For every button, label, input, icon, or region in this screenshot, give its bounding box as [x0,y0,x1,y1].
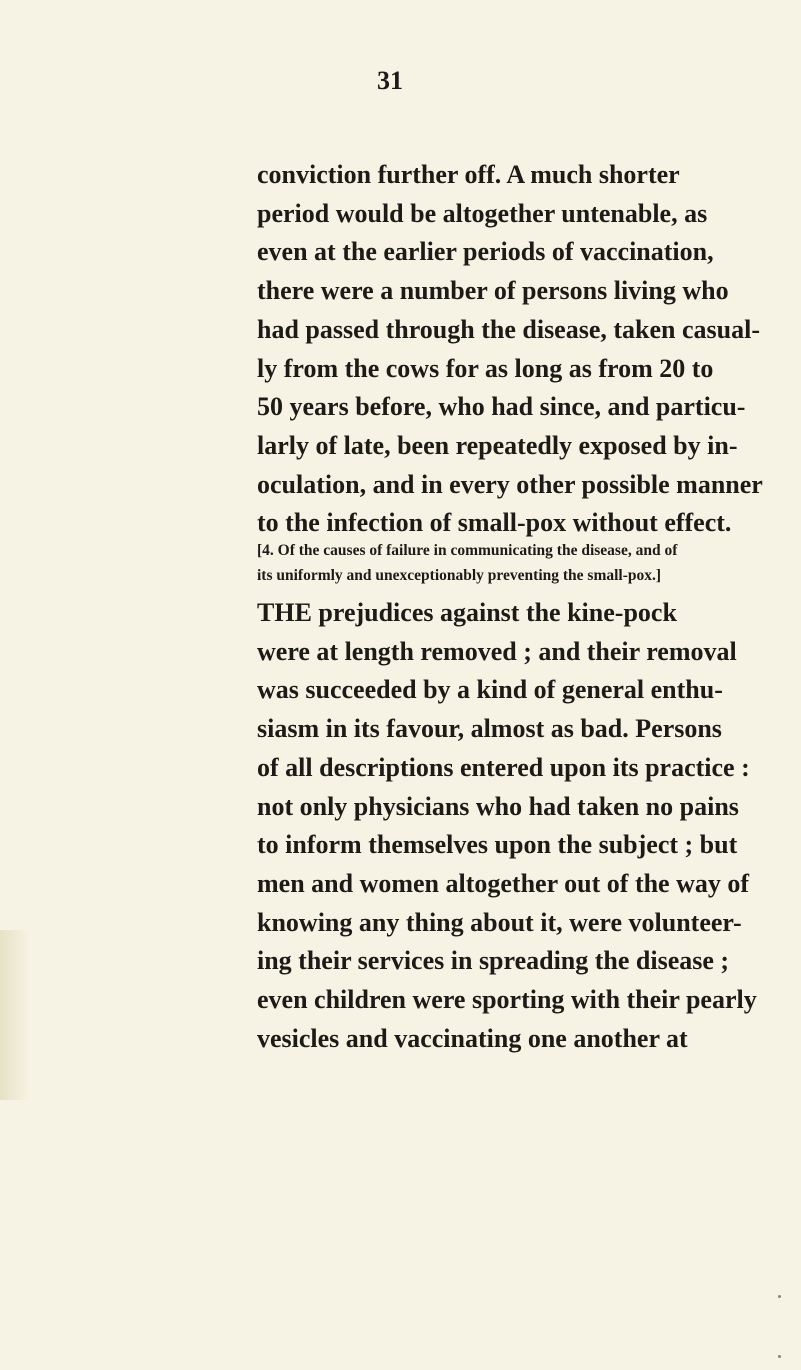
heading-line: [4. Of the causes of failure in communicating the disease, and of [257,542,678,559]
page-stain [0,930,30,1100]
text-line: even children were sporting with their pearly [257,985,757,1015]
text-line: ly from the cows for as long as from 20 to [257,353,714,383]
text-line: of all descriptions entered upon its practice : [257,752,750,782]
text-line: to inform themselves upon the subject ; but [257,830,738,860]
text-line: larly of late, been repeatedly exposed by in- [257,430,738,460]
text-line: conviction further off. A much shorter [257,160,680,189]
section-heading [257,538,678,588]
ink-specks [778,1295,782,1365]
text-line: not only physicians who had taken no pains [257,791,739,821]
text-line: vesicles and vaccinating one another at [257,1023,688,1053]
text-line: was succeeded by a kind of general enthu- [257,675,723,705]
page-number: 31 [377,66,403,95]
text-line: ing their services in spreading the disease ; [257,946,730,976]
text-line: to the infection of small-pox without effect. [257,508,732,538]
text-line: knowing any thing about it, were volunteer- [257,907,742,937]
text-line: siasm in its favour, almost as bad. Persons [257,714,722,744]
text-line: had passed through the disease, taken casual- [257,314,761,344]
text-line: men and women altogether out of the way of [257,868,750,898]
text-line: there were a number of persons living who [257,276,729,306]
paragraph-section-4 [257,594,757,1058]
text-line: THE prejudices against the kine-pock [257,598,677,627]
heading-line: its uniformly and unexceptionably preventing the small-pox.] [257,567,662,584]
text-line: period would be altogether untenable, as [257,198,708,228]
text-line: oculation, and in every other possible manner [257,469,763,499]
text-line: 50 years before, who had since, and particu- [257,392,746,422]
text-line: were at length removed ; and their removal [257,636,737,666]
text-line: even at the earlier periods of vaccination, [257,237,714,267]
paragraph-continuation [257,156,763,543]
